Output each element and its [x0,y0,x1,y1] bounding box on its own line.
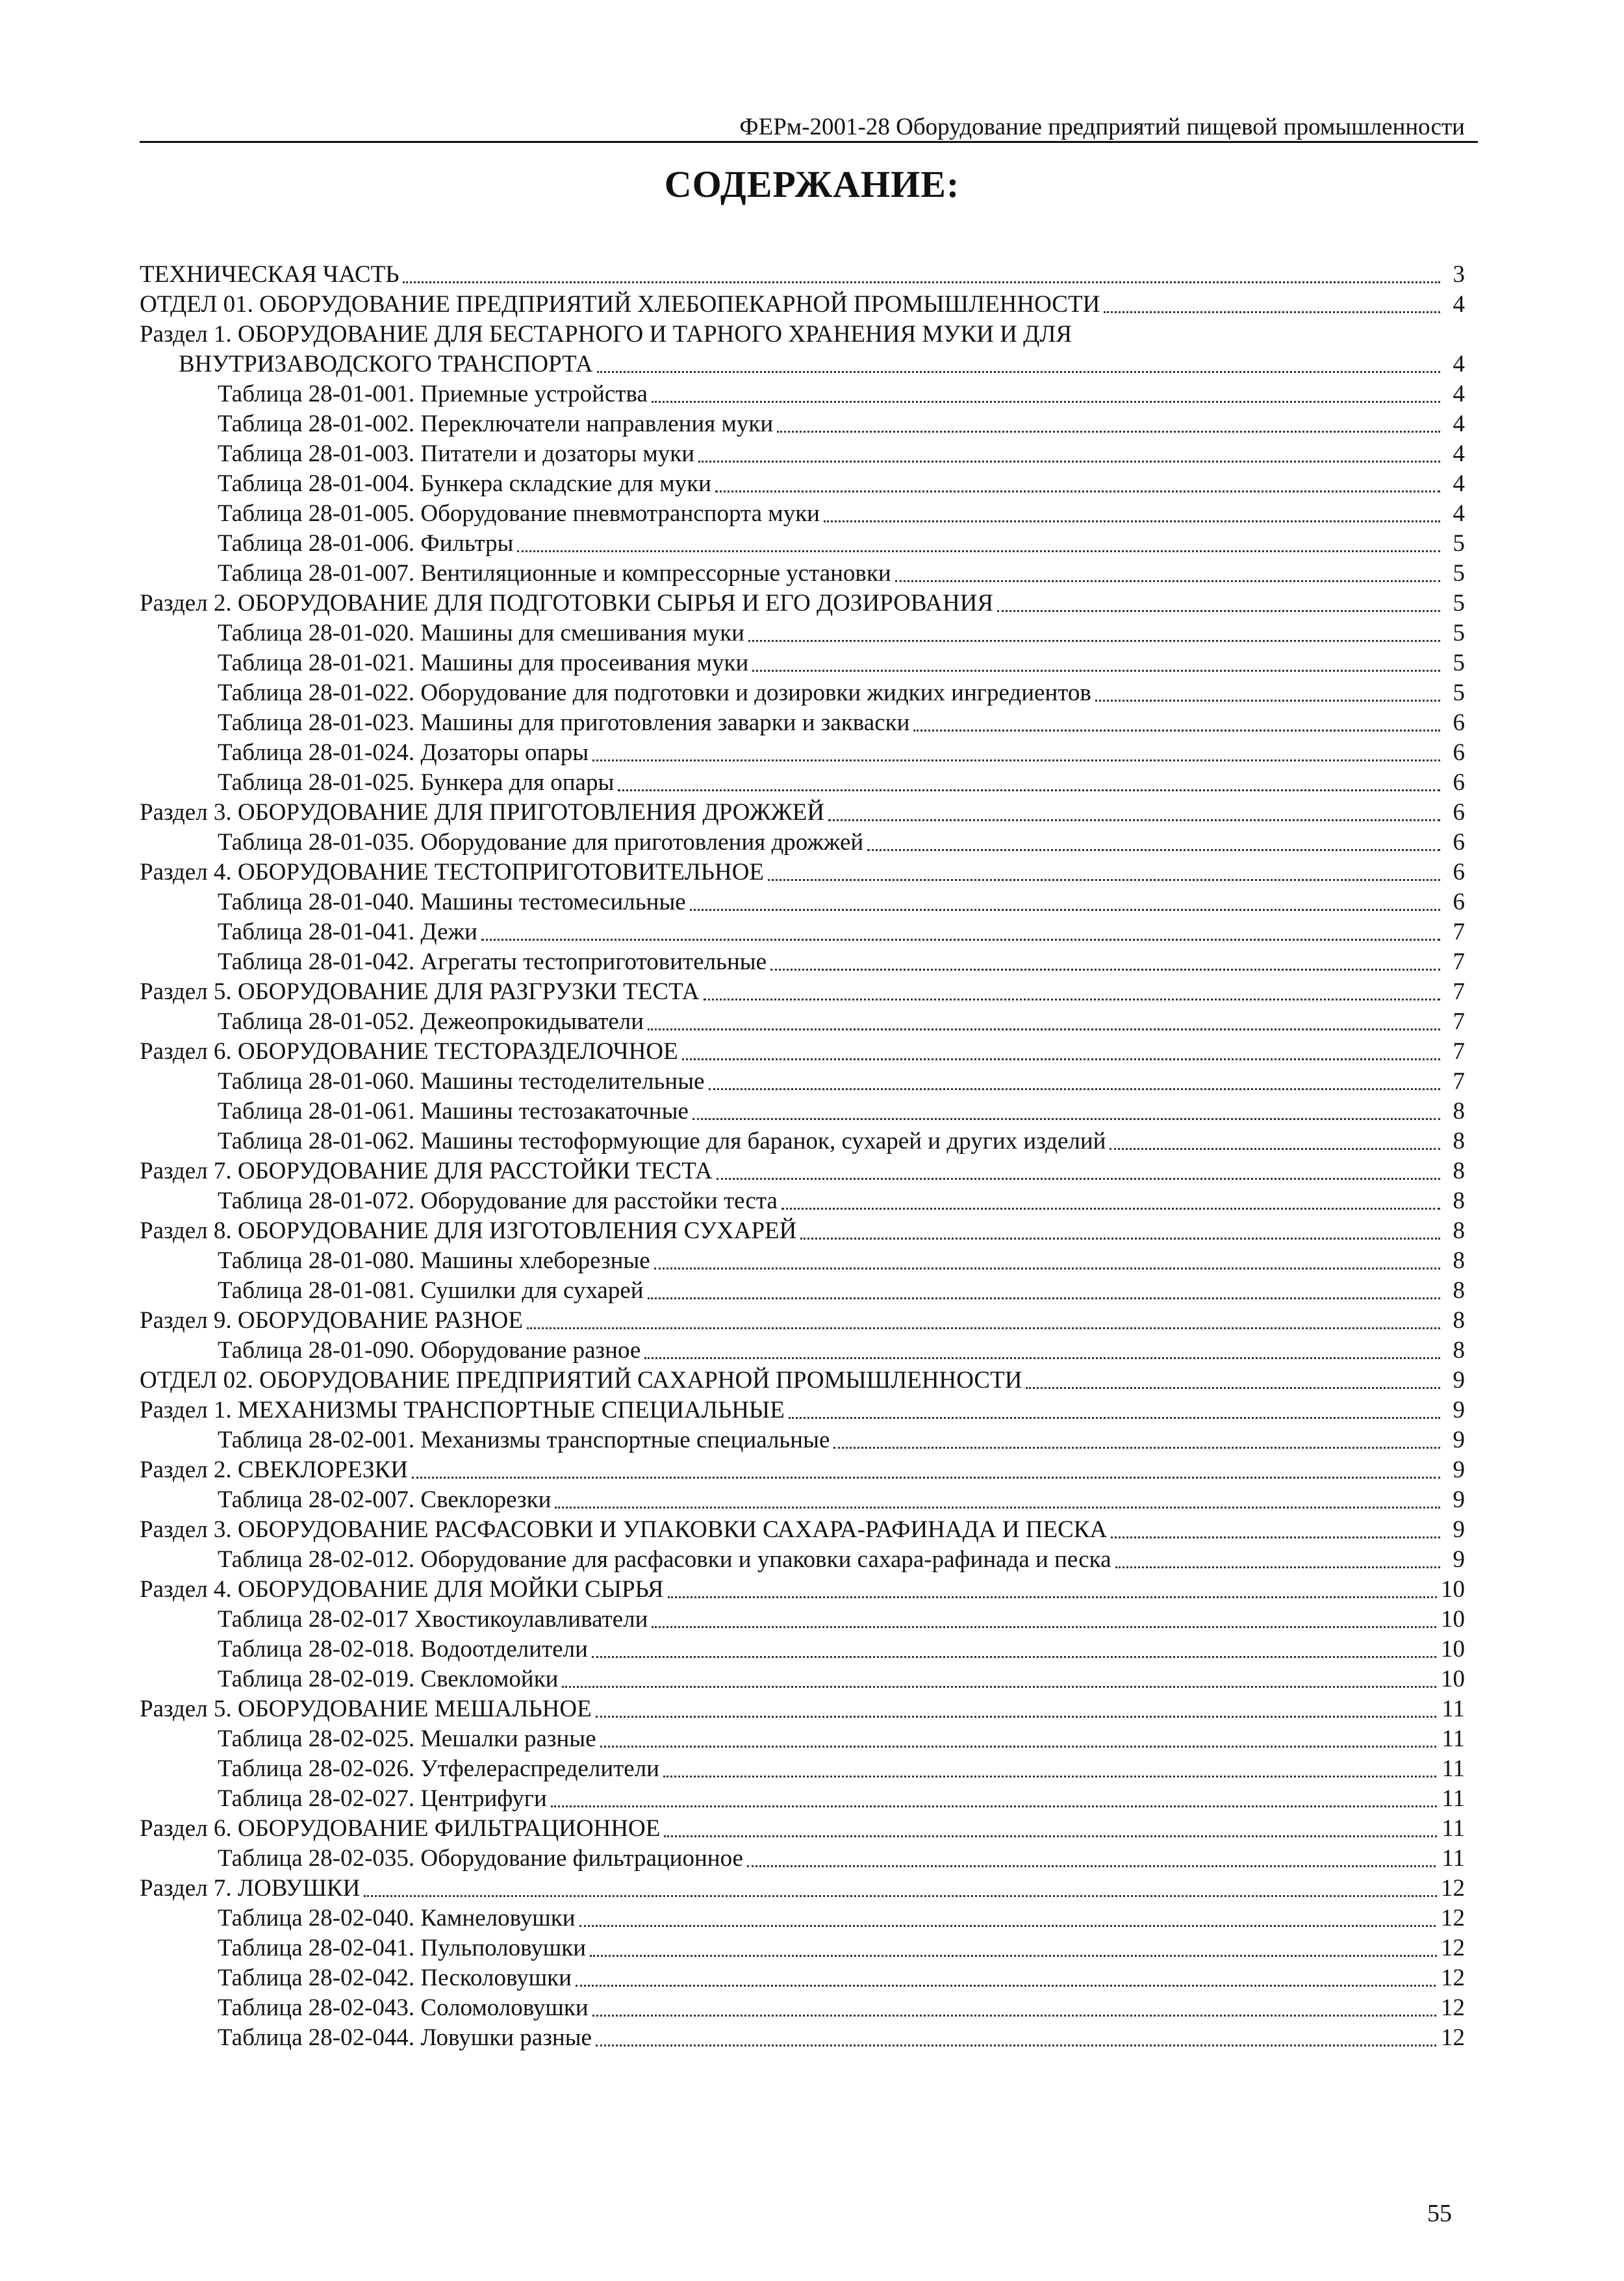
table-of-contents [140,260,1465,2053]
toc-entry-page: 5 [1449,618,1465,648]
toc-entry-leader [576,1985,1440,1987]
toc-entry-page: 12 [1437,1904,1465,1933]
toc-entry[interactable] [140,917,1465,947]
toc-entry[interactable] [140,648,1465,678]
toc-entry[interactable] [140,858,1465,887]
toc-entry-page: 4 [1449,290,1465,320]
toc-entry[interactable] [140,1246,1465,1276]
toc-entry[interactable] [140,1635,1465,1664]
toc-entry-page: 5 [1449,648,1465,678]
toc-entry-page: 7 [1449,977,1465,1007]
toc-entry[interactable] [140,678,1465,708]
toc-entry[interactable] [140,1366,1465,1395]
toc-entry[interactable] [140,290,1465,320]
toc-entry-page: 4 [1449,409,1465,439]
toc-entry-leader [597,371,1440,373]
toc-entry-leader [551,1805,1440,1807]
toc-entry-leader [690,909,1440,911]
toc-entry[interactable] [140,1784,1465,1814]
toc-entry-text: Таблица 28-01-003. Питатели и дозаторы муки [218,440,698,467]
toc-entry-leader [654,1268,1440,1269]
toc-entry-leader [824,520,1440,522]
toc-entry-leader [1111,1536,1440,1538]
toc-entry[interactable] [140,1814,1465,1844]
toc-entry-text: Таблица 28-01-035. Оборудование для приготовления дрожжей [218,829,867,856]
toc-entry-page: 6 [1449,768,1465,798]
toc-entry-text: Таблица 28-02-027. Центрифуги [218,1785,551,1812]
toc-entry-page: 12 [1437,2023,1465,2053]
toc-entry-text: Раздел 1. ОБОРУДОВАНИЕ ДЛЯ БЕСТАРНОГО И ТАРНОГО ХРАНЕНИЯ МУКИ И ДЛЯ [140,321,1076,348]
toc-entry[interactable] [140,1605,1465,1635]
toc-entry-text: Таблица 28-02-017 Хвостикоулавливатели [218,1606,652,1633]
toc-entry-text: Раздел 9. ОБОРУДОВАНИЕ РАЗНОЕ [140,1307,527,1334]
toc-entry-page: 6 [1449,858,1465,887]
toc-entry-text: Раздел 5. ОБОРУДОВАНИЕ МЕШАЛЬНОЕ [140,1696,596,1722]
toc-entry-text: Таблица 28-01-005. Оборудование пневмотранспорта муки [218,500,824,527]
toc-entry-text: Таблица 28-01-061. Машины тестозакаточные [218,1098,692,1125]
toc-entry-text: Раздел 4. ОБОРУДОВАНИЕ ДЛЯ МОЙКИ СЫРЬЯ [140,1576,668,1603]
toc-entry-page: 11 [1438,1754,1465,1784]
toc-entry-page: 6 [1449,708,1465,738]
toc-entry[interactable] [140,1336,1465,1366]
toc-entry[interactable] [140,1156,1465,1186]
toc-entry-leader [704,999,1440,1000]
toc-entry-leader [1026,1387,1440,1389]
toc-entry-text: Таблица 28-02-018. Водоотделители [218,1636,592,1663]
toc-entry-page: 7 [1449,1007,1465,1037]
toc-entry-page: 8 [1449,1246,1465,1276]
toc-entry-text: Таблица 28-01-062. Машины тестоформующие для баранок, сухарей и других изделий [218,1128,1110,1154]
toc-entry-leader [648,1297,1440,1299]
toc-entry-page: 3 [1449,260,1465,290]
toc-entry-text: Таблица 28-01-040. Машины тестомесильные [218,889,690,915]
toc-entry[interactable] [140,1306,1465,1336]
toc-entry-text: Таблица 28-01-090. Оборудование разное [218,1337,644,1364]
toc-entry[interactable] [140,1874,1465,1904]
toc-entry-text: Таблица 28-02-012. Оборудование для расфасовки и упаковки сахара-рафинада и песка [218,1546,1115,1573]
toc-entry-page: 12 [1437,1963,1465,1993]
toc-entry-text: Таблица 28-02-043. Соломоловушки [218,1994,592,2021]
toc-entry[interactable] [140,708,1465,738]
toc-entry-leader [403,281,1440,283]
toc-entry-leader [592,759,1440,761]
toc-entry-leader [682,1058,1440,1060]
toc-entry-page: 12 [1437,1933,1465,1963]
toc-entry-text: Раздел 2. ОБОРУДОВАНИЕ ДЛЯ ПОДГОТОВКИ СЫРЬЯ И ЕГО ДОЗИРОВАНИЯ [140,590,997,617]
toc-entry-text: Таблица 28-02-026. Утфелераспределители [218,1755,663,1782]
toc-entry[interactable] [140,798,1465,828]
toc-entry-leader [789,1417,1440,1419]
toc-entry-text: Таблица 28-01-002. Переключатели направления муки [218,411,777,437]
toc-entry-leader [590,1955,1440,1957]
toc-entry-page: 6 [1449,828,1465,858]
toc-entry-text: ТЕХНИЧЕСКАЯ ЧАСТЬ [140,261,403,288]
toc-entry-leader [747,1865,1440,1867]
toc-entry-page: 5 [1449,559,1465,589]
toc-entry-text: Раздел 3. ОБОРУДОВАНИЕ ДЛЯ ПРИГОТОВЛЕНИЯ ДРОЖЖЕЙ [140,799,828,826]
toc-entry-text: Таблица 28-01-020. Машины для смешивания муки [218,620,748,646]
toc-entry-text: Таблица 28-01-072. Оборудование для расстойки теста [218,1188,781,1214]
toc-entry[interactable] [140,1754,1465,1784]
toc-entry-page: 8 [1449,1127,1465,1156]
toc-entry-leader [781,1208,1440,1210]
toc-entry-leader [664,1835,1440,1837]
toc-entry-page: 4 [1449,379,1465,409]
toc-entry[interactable] [140,1993,1465,2023]
toc-entry-page: 10 [1437,1575,1465,1605]
toc-entry-text: ОТДЕЛ 01. ОБОРУДОВАНИЕ ПРЕДПРИЯТИЙ ХЛЕБОПЕКАРНОЙ ПРОМЫШЛЕННОСТИ [140,291,1104,318]
toc-entry-leader [668,1596,1440,1598]
toc-entry-text: Таблица 28-01-024. Дозаторы опары [218,739,592,766]
toc-entry[interactable] [140,1037,1465,1067]
toc-entry-leader [652,1626,1440,1628]
toc-entry-text: Раздел 7. ЛОВУШКИ [140,1875,364,1902]
toc-entry-page: 9 [1449,1455,1465,1485]
toc-entry[interactable] [140,1664,1465,1694]
toc-entry[interactable] [140,1963,1465,1993]
toc-entry[interactable] [140,738,1465,768]
toc-entry-leader [752,670,1440,672]
toc-entry-leader [692,1118,1440,1120]
toc-entry-page: 5 [1449,589,1465,618]
toc-entry-page: 11 [1438,1694,1465,1724]
toc-entry-text: Таблица 28-02-042. Песколовушки [218,1965,576,1991]
toc-entry-text: Таблица 28-01-042. Агрегаты тестоприготовительные [218,949,770,975]
toc-entry-text: Таблица 28-01-081. Сушилки для сухарей [218,1277,648,1304]
toc-entry[interactable] [140,260,1465,290]
toc-entry-leader [1110,1148,1440,1150]
toc-entry-page: 8 [1449,1336,1465,1366]
toc-entry-page: 8 [1449,1097,1465,1127]
toc-entry-text: Раздел 3. ОБОРУДОВАНИЕ РАСФАСОВКИ И УПАКОВКИ САХАРА-РАФИНАДА И ПЕСКА [140,1516,1111,1543]
toc-entry[interactable] [140,559,1465,589]
toc-entry[interactable] [140,1904,1465,1933]
toc-entry-text: Раздел 8. ОБОРУДОВАНИЕ ДЛЯ ИЗГОТОВЛЕНИЯ СУХАРЕЙ [140,1217,800,1244]
toc-entry-text: Таблица 28-02-044. Ловушки разные [218,2024,596,2051]
toc-entry[interactable] [140,1395,1465,1425]
running-header [140,109,1478,143]
toc-entry-leader [644,1357,1440,1359]
toc-entry[interactable] [140,499,1465,529]
toc-entry[interactable] [140,768,1465,798]
toc-entry-page: 4 [1449,499,1465,529]
toc-entry-leader [768,879,1440,881]
toc-entry-text: Таблица 28-02-001. Механизмы транспортные специальные [218,1427,833,1453]
toc-entry-page: 10 [1437,1605,1465,1635]
toc-entry[interactable] [140,887,1465,917]
toc-entry[interactable] [140,977,1465,1007]
toc-entry-text: Таблица 28-02-035. Оборудование фильтрационное [218,1845,747,1872]
toc-entry-text: Таблица 28-01-022. Оборудование для подготовки и дозировки жидких ингредиентов [218,680,1095,706]
toc-entry[interactable] [140,529,1465,559]
toc-entry-leader [1115,1566,1440,1568]
toc-entry-text: Таблица 28-01-023. Машины для приготовления заварки и закваски [218,709,913,736]
toc-entry[interactable] [140,1545,1465,1575]
toc-entry-leader [481,939,1440,941]
toc-entry[interactable] [140,1575,1465,1605]
toc-entry-text: Таблица 28-02-007. Свеклорезки [218,1486,555,1513]
toc-entry-leader [1095,700,1440,702]
toc-entry-leader [579,1925,1440,1927]
toc-entry-leader [777,431,1440,433]
toc-entry-page: 6 [1449,887,1465,917]
toc-entry[interactable] [140,1515,1465,1545]
toc-entry-leader [592,2015,1440,2017]
toc-entry-page: 7 [1449,947,1465,977]
toc-entry-text: Раздел 6. ОБОРУДОВАНИЕ ТЕСТОРАЗДЕЛОЧНОЕ [140,1038,682,1065]
toc-entry-text: Таблица 28-01-004. Бункера складские для муки [218,470,715,497]
toc-entry-text: Таблица 28-02-019. Свекломойки [218,1666,562,1692]
toc-entry[interactable] [140,1694,1465,1724]
toc-entry-page: 9 [1449,1515,1465,1545]
toc-entry-text: Таблица 28-02-040. Камнеловушки [218,1905,579,1931]
toc-entry-page: 5 [1449,529,1465,559]
toc-entry-page: 11 [1438,1814,1465,1844]
toc-entry-leader [663,1776,1440,1778]
toc-entry[interactable] [140,1485,1465,1515]
toc-entry-text: Раздел 5. ОБОРУДОВАНИЕ ДЛЯ РАЗГРУЗКИ ТЕСТА [140,978,704,1005]
toc-entry-leader [648,1028,1440,1030]
toc-entry[interactable] [140,1067,1465,1097]
toc-entry[interactable] [140,1186,1465,1216]
toc-entry[interactable] [140,618,1465,648]
toc-entry[interactable] [140,350,1465,379]
toc-entry[interactable] [140,947,1465,977]
toc-entry-page: 7 [1449,1067,1465,1097]
toc-entry-leader [555,1507,1440,1509]
toc-entry-text: Раздел 4. ОБОРУДОВАНИЕ ТЕСТОПРИГОТОВИТЕЛЬНОЕ [140,859,768,886]
toc-entry-page: 12 [1437,1874,1465,1904]
toc-entry-text: Раздел 2. СВЕКЛОРЕЗКИ [140,1457,412,1483]
page-title: СОДЕРЖАНИЕ: [664,163,960,205]
toc-entry-page: 9 [1449,1485,1465,1515]
toc-entry[interactable] [140,1216,1465,1246]
toc-entry-leader [1104,311,1440,313]
toc-entry-page: 4 [1449,350,1465,379]
toc-entry-leader [652,401,1440,403]
toc-entry-leader [895,580,1440,582]
toc-entry[interactable] [140,439,1465,469]
toc-entry-text: Таблица 28-01-041. Дежи [218,919,481,945]
toc-entry-leader [698,461,1440,463]
toc-entry-text: Таблица 28-01-006. Фильтры [218,530,517,557]
toc-entry-page: 11 [1438,1844,1465,1874]
toc-entry-page: 8 [1449,1216,1465,1246]
toc-entry[interactable] [140,469,1465,499]
toc-entry-leader [717,1178,1440,1180]
toc-entry-page: 10 [1437,1664,1465,1694]
running-header-title: ФЕРм-2001-28 Оборудование предприятий пищевой промышленности [739,114,1465,140]
toc-entry-leader [618,789,1440,791]
toc-entry-page: 10 [1437,1635,1465,1664]
toc-entry[interactable] [140,1455,1465,1485]
toc-entry-text: Таблица 28-01-021. Машины для просеивания муки [218,650,752,676]
toc-entry-page: 9 [1449,1425,1465,1455]
toc-entry-leader [828,819,1440,821]
toc-entry-page: 6 [1449,798,1465,828]
toc-entry-page: 11 [1438,1784,1465,1814]
toc-entry-page: 8 [1449,1186,1465,1216]
toc-entry-leader [800,1238,1440,1240]
toc-entry-page: 6 [1449,738,1465,768]
toc-entry-page: 9 [1449,1545,1465,1575]
toc-entry[interactable] [140,1276,1465,1306]
toc-entry-leader [867,849,1440,851]
toc-entry-leader [770,969,1440,971]
toc-entry-leader [596,2045,1440,2046]
toc-entry-text: Таблица 28-02-025. Мешалки разные [218,1726,600,1752]
toc-entry-text: Таблица 28-01-080. Машины хлеборезные [218,1247,654,1274]
page-number: 55 [1427,2200,1452,2227]
toc-entry-page: 9 [1449,1395,1465,1425]
toc-entry-page: 11 [1438,1724,1465,1754]
toc-entry-leader [596,1716,1440,1718]
toc-entry[interactable] [140,409,1465,439]
toc-entry-leader [412,1477,1440,1479]
toc-entry-leader [600,1746,1440,1748]
toc-entry-text: Таблица 28-01-060. Машины тестоделительные [218,1068,709,1095]
toc-entry-leader [709,1088,1441,1090]
toc-entry[interactable] [140,1724,1465,1754]
toc-entry-leader [517,550,1440,552]
toc-entry[interactable] [140,828,1465,858]
toc-entry-text: Таблица 28-01-001. Приемные устройства [218,381,652,407]
toc-entry[interactable] [140,2023,1465,2053]
toc-entry-text: Раздел 6. ОБОРУДОВАНИЕ ФИЛЬТРАЦИОННОЕ [140,1815,664,1842]
toc-entry-page: 8 [1449,1276,1465,1306]
toc-entry-leader [592,1656,1440,1658]
toc-entry-page: 9 [1449,1366,1465,1395]
toc-entry-text: Таблица 28-01-007. Вентиляционные и компрессорные установки [218,560,895,587]
toc-entry-page: 8 [1449,1156,1465,1186]
toc-entry-text: Таблица 28-01-052. Дежеопрокидыватели [218,1008,648,1035]
toc-entry[interactable] [140,1097,1465,1127]
toc-entry-text: ОТДЕЛ 02. ОБОРУДОВАНИЕ ПРЕДПРИЯТИЙ САХАРНОЙ ПРОМЫШЛЕННОСТИ [140,1367,1026,1394]
toc-entry-leader [527,1327,1440,1329]
toc-entry[interactable] [140,1844,1465,1874]
toc-entry[interactable] [140,1425,1465,1455]
toc-entry-text: Таблица 28-02-041. Пульполовушки [218,1935,590,1961]
toc-entry[interactable] [140,379,1465,409]
toc-entry-leader [562,1686,1440,1688]
toc-entry-leader [715,491,1440,492]
toc-entry-page: 7 [1449,917,1465,947]
toc-entry-page: 5 [1449,678,1465,708]
toc-entry-text: ВНУТРИЗАВОДСКОГО ТРАНСПОРТА [179,351,597,377]
toc-entry[interactable] [140,1127,1465,1156]
toc-entry-leader [997,610,1440,612]
toc-entry-leader [913,730,1440,732]
toc-entry[interactable] [140,320,1465,350]
toc-entry-text: Раздел 1. МЕХАНИЗМЫ ТРАНСПОРТНЫЕ СПЕЦИАЛЬНЫЕ [140,1397,789,1423]
toc-entry-page: 12 [1437,1993,1465,2023]
toc-entry-text: Раздел 7. ОБОРУДОВАНИЕ ДЛЯ РАССТОЙКИ ТЕСТА [140,1158,717,1184]
toc-entry-page: 7 [1449,1037,1465,1067]
toc-entry-leader [364,1895,1440,1897]
toc-entry-page: 8 [1449,1306,1465,1336]
toc-entry[interactable] [140,1007,1465,1037]
toc-entry[interactable] [140,1933,1465,1963]
toc-entry-text: Таблица 28-01-025. Бункера для опары [218,769,618,796]
toc-entry-page: 4 [1449,469,1465,499]
toc-entry-leader [748,640,1440,642]
toc-entry-page: 4 [1449,439,1465,469]
toc-entry-leader [833,1447,1440,1449]
toc-entry[interactable] [140,589,1465,618]
